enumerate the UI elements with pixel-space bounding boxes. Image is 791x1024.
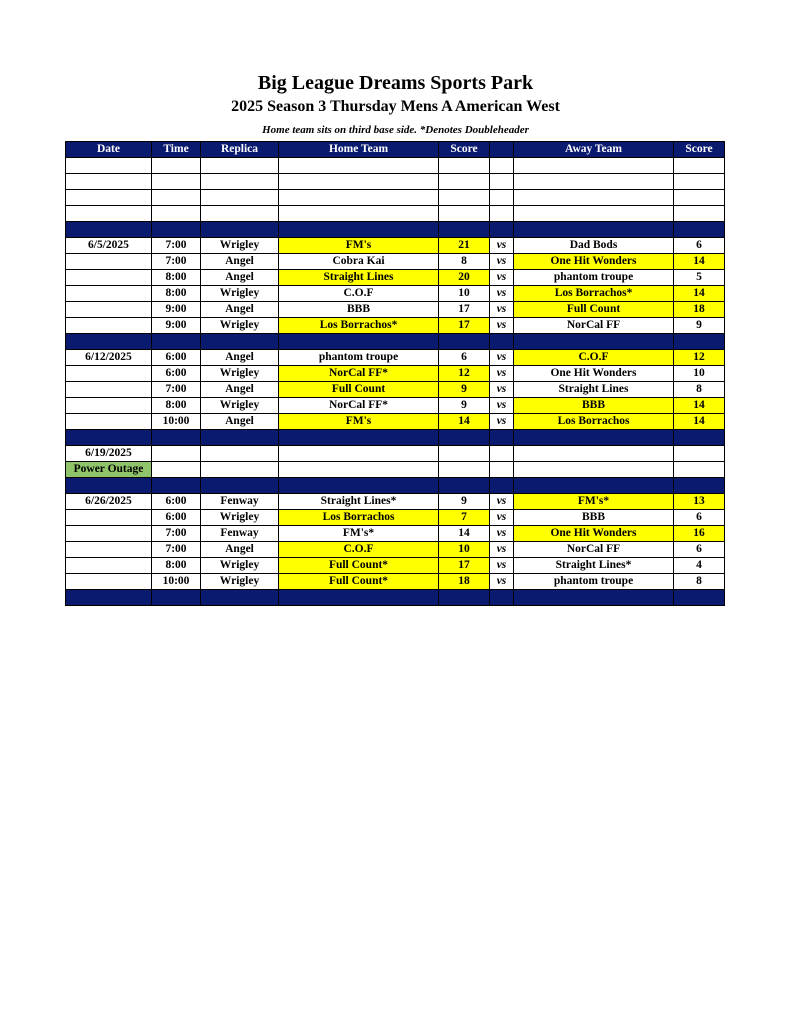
home-score: 17 xyxy=(439,302,490,318)
home-team: Los Borrachos* xyxy=(279,318,439,334)
empty-cell xyxy=(152,174,201,190)
empty-cell xyxy=(201,206,279,222)
empty-row xyxy=(66,190,725,206)
home-score: 9 xyxy=(439,398,490,414)
vs-label: vs xyxy=(490,382,514,398)
table-row xyxy=(66,366,725,382)
separator-cell xyxy=(201,590,279,606)
away-team: NorCal FF xyxy=(514,318,674,334)
separator-cell xyxy=(152,334,201,350)
away-team: phantom troupe xyxy=(514,574,674,590)
week-separator xyxy=(66,430,725,446)
game-replica: Wrigley xyxy=(201,558,279,574)
empty-cell xyxy=(514,190,674,206)
empty-cell xyxy=(490,446,514,462)
table-row xyxy=(66,542,725,558)
table-row xyxy=(66,446,725,462)
game-replica: Wrigley xyxy=(201,366,279,382)
game-date xyxy=(66,286,152,302)
empty-cell xyxy=(152,446,201,462)
separator-cell xyxy=(201,478,279,494)
page-title: Big League Dreams Sports Park xyxy=(257,72,534,94)
game-replica: Wrigley xyxy=(201,318,279,334)
empty-cell xyxy=(201,190,279,206)
away-team: Los Borrachos xyxy=(514,414,674,430)
separator-cell xyxy=(439,430,490,446)
empty-cell xyxy=(490,190,514,206)
empty-cell xyxy=(66,158,152,174)
away-score: 6 xyxy=(674,510,725,526)
home-team: FM's xyxy=(279,414,439,430)
separator-cell xyxy=(674,478,725,494)
empty-cell xyxy=(490,462,514,478)
away-score: 13 xyxy=(674,494,725,510)
away-score: 9 xyxy=(674,318,725,334)
empty-cell xyxy=(152,158,201,174)
empty-cell xyxy=(279,206,439,222)
separator-cell xyxy=(439,334,490,350)
empty-cell xyxy=(490,158,514,174)
empty-cell xyxy=(201,174,279,190)
empty-cell xyxy=(279,446,439,462)
empty-cell xyxy=(514,206,674,222)
away-score: 14 xyxy=(674,286,725,302)
game-time: 8:00 xyxy=(152,558,201,574)
table-row xyxy=(66,510,725,526)
separator-cell xyxy=(439,478,490,494)
empty-cell xyxy=(514,174,674,190)
away-team: NorCal FF xyxy=(514,542,674,558)
empty-cell xyxy=(490,174,514,190)
separator-cell xyxy=(514,590,674,606)
empty-cell xyxy=(490,206,514,222)
game-date xyxy=(66,318,152,334)
home-team: phantom troupe xyxy=(279,350,439,366)
home-score: 7 xyxy=(439,510,490,526)
home-score: 9 xyxy=(439,494,490,510)
schedule-note: Home team sits on third base side. *Denotes Doubleheader xyxy=(262,124,529,136)
game-replica: Angel xyxy=(201,302,279,318)
vs-label: vs xyxy=(490,238,514,254)
schedule-body xyxy=(66,158,725,606)
empty-cell xyxy=(201,462,279,478)
separator-cell xyxy=(674,590,725,606)
game-date: 6/12/2025 xyxy=(66,350,152,366)
empty-cell xyxy=(201,446,279,462)
vs-label: vs xyxy=(490,510,514,526)
away-team: BBB xyxy=(514,510,674,526)
empty-cell xyxy=(279,190,439,206)
away-team: One Hit Wonders xyxy=(514,254,674,270)
col-home-team: Home Team xyxy=(279,142,439,158)
week-separator xyxy=(66,222,725,238)
game-time: 8:00 xyxy=(152,270,201,286)
empty-cell xyxy=(66,174,152,190)
empty-row xyxy=(66,158,725,174)
game-date xyxy=(66,254,152,270)
game-time: 6:00 xyxy=(152,494,201,510)
empty-row xyxy=(66,174,725,190)
home-team: Cobra Kai xyxy=(279,254,439,270)
empty-cell xyxy=(201,158,279,174)
game-date xyxy=(66,270,152,286)
away-score: 5 xyxy=(674,270,725,286)
col-date: Date xyxy=(66,142,152,158)
game-date xyxy=(66,302,152,318)
game-replica: Angel xyxy=(201,254,279,270)
vs-label: vs xyxy=(490,286,514,302)
home-team: Full Count* xyxy=(279,574,439,590)
home-score: 9 xyxy=(439,382,490,398)
empty-cell xyxy=(279,158,439,174)
home-score: 18 xyxy=(439,574,490,590)
home-team: Straight Lines* xyxy=(279,494,439,510)
away-score: 18 xyxy=(674,302,725,318)
home-score: 6 xyxy=(439,350,490,366)
separator-cell xyxy=(514,334,674,350)
empty-cell xyxy=(439,158,490,174)
game-date: 6/19/2025 xyxy=(66,446,152,462)
game-replica: Angel xyxy=(201,270,279,286)
game-date xyxy=(66,414,152,430)
home-score: 12 xyxy=(439,366,490,382)
separator-cell xyxy=(66,430,152,446)
table-row xyxy=(66,558,725,574)
away-team: Los Borrachos* xyxy=(514,286,674,302)
game-date xyxy=(66,382,152,398)
vs-label: vs xyxy=(490,574,514,590)
empty-cell xyxy=(674,462,725,478)
game-replica: Wrigley xyxy=(201,574,279,590)
game-date xyxy=(66,558,152,574)
col-away-score: Score xyxy=(674,142,725,158)
empty-cell xyxy=(279,462,439,478)
empty-cell xyxy=(514,446,674,462)
header-row xyxy=(66,142,725,158)
table-row xyxy=(66,462,725,478)
separator-cell xyxy=(674,222,725,238)
table-row xyxy=(66,286,725,302)
away-score: 8 xyxy=(674,382,725,398)
game-date xyxy=(66,510,152,526)
vs-label: vs xyxy=(490,318,514,334)
home-team: Los Borrachos xyxy=(279,510,439,526)
col-away-team: Away Team xyxy=(514,142,674,158)
separator-cell xyxy=(439,590,490,606)
empty-cell xyxy=(439,206,490,222)
home-score: 17 xyxy=(439,318,490,334)
separator-cell xyxy=(66,478,152,494)
separator-cell xyxy=(674,430,725,446)
game-time: 8:00 xyxy=(152,286,201,302)
table-row xyxy=(66,414,725,430)
away-score: 4 xyxy=(674,558,725,574)
home-score: 20 xyxy=(439,270,490,286)
separator-cell xyxy=(490,222,514,238)
game-replica: Wrigley xyxy=(201,286,279,302)
game-time: 7:00 xyxy=(152,238,201,254)
vs-label: vs xyxy=(490,366,514,382)
vs-label: vs xyxy=(490,526,514,542)
separator-cell xyxy=(279,222,439,238)
away-team: BBB xyxy=(514,398,674,414)
game-replica: Wrigley xyxy=(201,238,279,254)
game-time: 6:00 xyxy=(152,350,201,366)
home-team: NorCal FF* xyxy=(279,398,439,414)
page-subtitle: 2025 Season 3 Thursday Mens A American West xyxy=(231,98,560,115)
away-score: 14 xyxy=(674,398,725,414)
schedule-table xyxy=(65,141,725,606)
separator-cell xyxy=(152,222,201,238)
home-team: BBB xyxy=(279,302,439,318)
separator-cell xyxy=(490,334,514,350)
table-row xyxy=(66,382,725,398)
home-score: 21 xyxy=(439,238,490,254)
game-replica: Wrigley xyxy=(201,398,279,414)
empty-cell xyxy=(152,462,201,478)
away-score: 12 xyxy=(674,350,725,366)
empty-cell xyxy=(439,174,490,190)
away-score: 10 xyxy=(674,366,725,382)
separator-cell xyxy=(490,478,514,494)
home-team: Straight Lines xyxy=(279,270,439,286)
empty-cell xyxy=(674,206,725,222)
home-team: FM's* xyxy=(279,526,439,542)
separator-cell xyxy=(201,334,279,350)
table-row xyxy=(66,254,725,270)
away-score: 6 xyxy=(674,238,725,254)
separator-cell xyxy=(66,590,152,606)
game-replica: Wrigley xyxy=(201,510,279,526)
away-team: One Hit Wonders xyxy=(514,366,674,382)
separator-cell xyxy=(152,590,201,606)
empty-cell xyxy=(514,158,674,174)
away-team: Straight Lines xyxy=(514,382,674,398)
game-date: 6/5/2025 xyxy=(66,238,152,254)
empty-cell xyxy=(66,206,152,222)
home-team: C.O.F xyxy=(279,286,439,302)
home-score: 10 xyxy=(439,286,490,302)
game-time: 10:00 xyxy=(152,574,201,590)
home-score: 14 xyxy=(439,414,490,430)
home-team: FM's xyxy=(279,238,439,254)
empty-cell xyxy=(674,174,725,190)
home-team: Full Count xyxy=(279,382,439,398)
vs-label: vs xyxy=(490,414,514,430)
game-replica: Fenway xyxy=(201,494,279,510)
game-replica: Angel xyxy=(201,382,279,398)
away-team: Straight Lines* xyxy=(514,558,674,574)
game-time: 8:00 xyxy=(152,398,201,414)
game-time: 9:00 xyxy=(152,318,201,334)
col-vs xyxy=(490,142,514,158)
table-row xyxy=(66,238,725,254)
game-time: 10:00 xyxy=(152,414,201,430)
away-team: phantom troupe xyxy=(514,270,674,286)
separator-cell xyxy=(279,334,439,350)
game-date: 6/26/2025 xyxy=(66,494,152,510)
game-date xyxy=(66,526,152,542)
table-row xyxy=(66,270,725,286)
game-time: 9:00 xyxy=(152,302,201,318)
away-score: 16 xyxy=(674,526,725,542)
away-team: Full Count xyxy=(514,302,674,318)
empty-cell xyxy=(152,190,201,206)
separator-cell xyxy=(490,430,514,446)
game-date xyxy=(66,398,152,414)
vs-label: vs xyxy=(490,558,514,574)
game-date xyxy=(66,366,152,382)
separator-cell xyxy=(152,478,201,494)
home-team: NorCal FF* xyxy=(279,366,439,382)
separator-cell xyxy=(514,222,674,238)
away-score: 14 xyxy=(674,254,725,270)
empty-cell xyxy=(279,174,439,190)
away-score: 14 xyxy=(674,414,725,430)
separator-cell xyxy=(201,430,279,446)
vs-label: vs xyxy=(490,542,514,558)
week-separator xyxy=(66,590,725,606)
table-row xyxy=(66,494,725,510)
game-date xyxy=(66,574,152,590)
week-separator xyxy=(66,334,725,350)
home-score: 17 xyxy=(439,558,490,574)
empty-cell xyxy=(674,190,725,206)
game-date xyxy=(66,542,152,558)
vs-label: vs xyxy=(490,270,514,286)
empty-cell xyxy=(152,206,201,222)
game-time: 7:00 xyxy=(152,542,201,558)
table-row xyxy=(66,318,725,334)
separator-cell xyxy=(279,590,439,606)
away-score: 6 xyxy=(674,542,725,558)
game-replica: Angel xyxy=(201,414,279,430)
game-time: 7:00 xyxy=(152,254,201,270)
empty-cell xyxy=(439,446,490,462)
game-replica: Fenway xyxy=(201,526,279,542)
col-home-score: Score xyxy=(439,142,490,158)
week-separator xyxy=(66,478,725,494)
vs-label: vs xyxy=(490,398,514,414)
empty-cell xyxy=(514,462,674,478)
game-time: 6:00 xyxy=(152,366,201,382)
empty-cell xyxy=(674,446,725,462)
away-team: One Hit Wonders xyxy=(514,526,674,542)
game-replica: Angel xyxy=(201,542,279,558)
separator-cell xyxy=(439,222,490,238)
home-score: 10 xyxy=(439,542,490,558)
vs-label: vs xyxy=(490,254,514,270)
separator-cell xyxy=(514,430,674,446)
col-replica: Replica xyxy=(201,142,279,158)
home-score: 8 xyxy=(439,254,490,270)
vs-label: vs xyxy=(490,494,514,510)
separator-cell xyxy=(490,590,514,606)
empty-cell xyxy=(66,190,152,206)
table-row xyxy=(66,574,725,590)
table-row xyxy=(66,398,725,414)
empty-cell xyxy=(439,462,490,478)
home-score: 14 xyxy=(439,526,490,542)
game-time: 7:00 xyxy=(152,382,201,398)
table-row xyxy=(66,302,725,318)
separator-cell xyxy=(514,478,674,494)
away-score: 8 xyxy=(674,574,725,590)
separator-cell xyxy=(201,222,279,238)
separator-cell xyxy=(279,478,439,494)
away-team: Dad Bods xyxy=(514,238,674,254)
game-time: 6:00 xyxy=(152,510,201,526)
col-time: Time xyxy=(152,142,201,158)
away-team: FM's* xyxy=(514,494,674,510)
separator-cell xyxy=(66,334,152,350)
vs-label: vs xyxy=(490,302,514,318)
table-row xyxy=(66,526,725,542)
home-team: Full Count* xyxy=(279,558,439,574)
vs-label: vs xyxy=(490,350,514,366)
separator-cell xyxy=(66,222,152,238)
table-row xyxy=(66,350,725,366)
power-outage-note: Power Outage xyxy=(66,462,152,478)
separator-cell xyxy=(674,334,725,350)
home-team: C.O.F xyxy=(279,542,439,558)
game-time: 7:00 xyxy=(152,526,201,542)
empty-row xyxy=(66,206,725,222)
empty-cell xyxy=(674,158,725,174)
separator-cell xyxy=(279,430,439,446)
separator-cell xyxy=(152,430,201,446)
empty-cell xyxy=(439,190,490,206)
away-team: C.O.F xyxy=(514,350,674,366)
game-replica: Angel xyxy=(201,350,279,366)
